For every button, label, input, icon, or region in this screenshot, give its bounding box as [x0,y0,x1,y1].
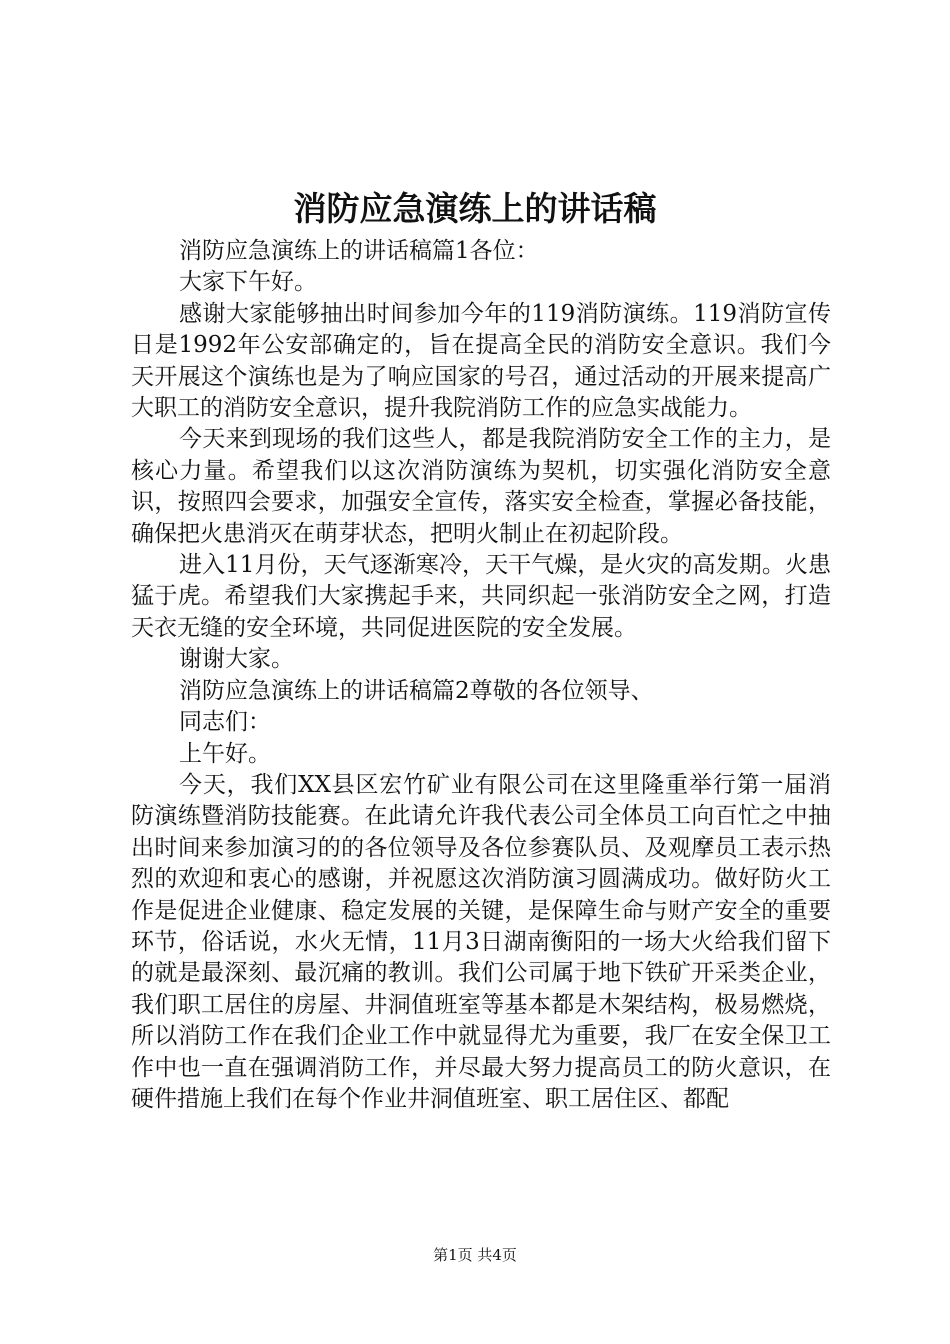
paragraph: 感谢大家能够抽出时间参加今年的119消防演练。119消防宣传日是1992年公安部确定的，旨在提高全民的消防安全意识。我们今天开展这个演练也是为了响应国家的号召，通过活动的开展来提高广大职工的消防安全意识，提升我院消防工作的应急实战能力。 [131,300,831,422]
document-body [131,236,831,1115]
page-number-footer: 第1页 共4页 [433,1246,517,1264]
paragraph: 今天来到现场的我们这些人，都是我院消防安全工作的主力，是核心力量。希望我们以这次消防演练为契机，切实强化消防安全意识，按照四会要求，加强安全宣传，落实安全检查，掌握必备技能，确保把火患消灭在萌芽状态，把明火制止在初起阶段。 [131,426,831,547]
paragraph: 同志们： [179,709,271,736]
document-title: 消防应急演练上的讲话稿 [293,189,657,228]
paragraph: 进入11月份，天气逐渐寒冷，天干气燥，是火灾的高发期。火患猛于虎。希望我们大家携起手来，共同织起一张消防安全之网，打造天衣无缝的安全环境，共同促进医院的安全发展。 [131,552,831,641]
paragraph: 谢谢大家。 [179,646,294,673]
paragraph: 消防应急演练上的讲话稿篇1各位： [179,238,539,264]
paragraph: 大家下午好。 [179,269,317,296]
paragraph: 上午好。 [179,740,271,767]
paragraph: 今天，我们XX县区宏竹矿业有限公司在这里隆重举行第一届消防演练暨消防技能赛。在此请允许我代表公司全体员工向百忙之中抽出时间来参加演习的的各位领导及各位参赛队员、及观摩员工表示热烈的欢迎和衷心的感谢，并祝愿这次消防演习圆满成功。做好防火工作是促进企业健康、稳定发展的关键，是保障生命与财产安全的重要环节，俗话说，水火无情，11月3日湖南衡阳的一场大火给我们留下的就是最深刻、最沉痛的教训。我们公司属于地下铁矿开采类企业，我们职工居住的房屋、井洞值班室等基本都是木架结构，极易燃烧，所以消防工作在我们企业工作中就显得尤为重要，我厂在安全保卫工作中也一直在强调消防工作，并尽最大努力提高员工的防火意识，在硬件措施上我们在每个作业井洞值班室、职工居住区、都配 [131,771,831,1112]
paragraph: 消防应急演练上的讲话稿篇2尊敬的各位领导、 [179,677,654,704]
